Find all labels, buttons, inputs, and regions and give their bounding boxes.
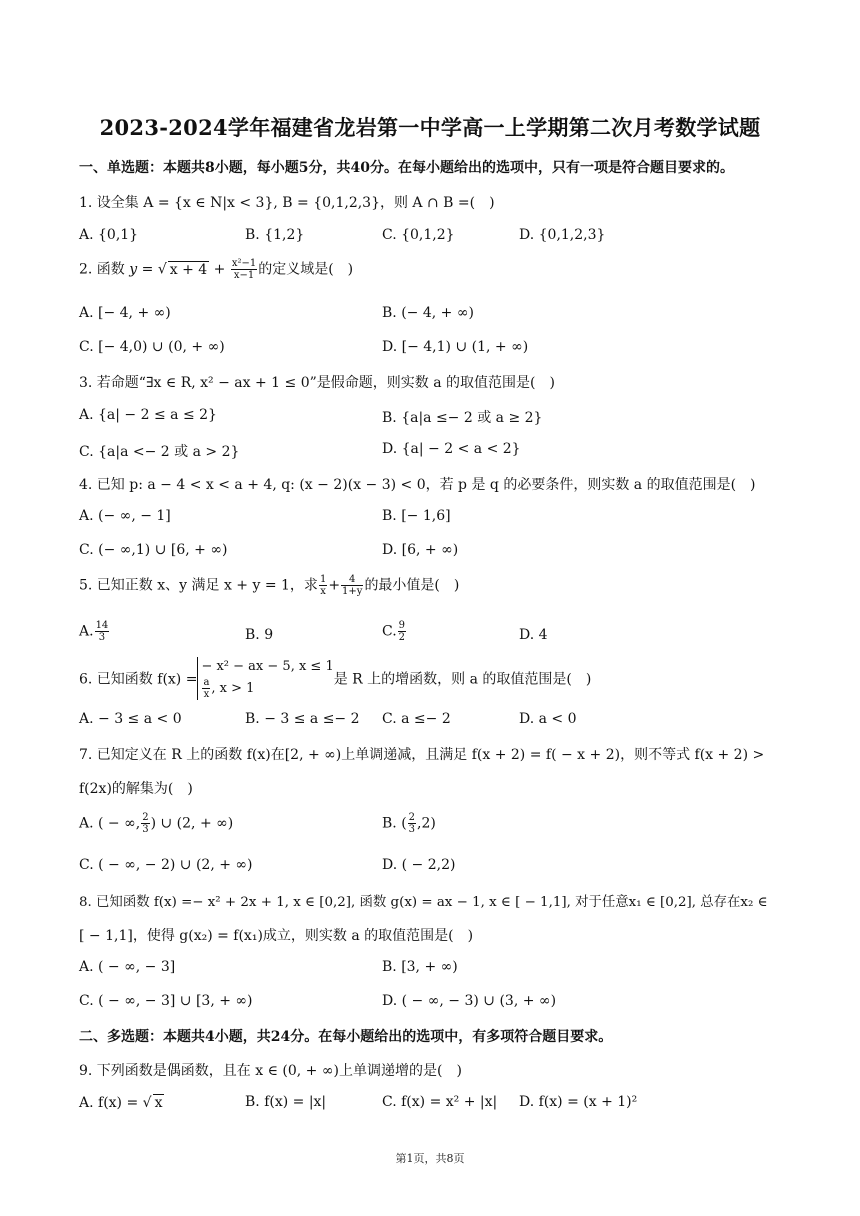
option-label: A. bbox=[79, 623, 94, 640]
question-2-prefix: 2. 函数 bbox=[79, 261, 125, 278]
question-3-option-b: B. {a|a ≤− 2 或 a ≥ 2} bbox=[382, 410, 543, 426]
question-9-option-b: B. f(x) = |x| bbox=[245, 1094, 327, 1110]
option-text: ,2) bbox=[417, 815, 436, 832]
question-8-stem-line-2: [ − 1,1]，使得 g(x₂) = f(x₁)成立，则实数 a 的取值范围是( ) bbox=[79, 928, 474, 944]
question-7-stem-line-2: f(2x)的解集为( ) bbox=[79, 781, 193, 797]
page-title: 2023-2024学年福建省龙岩第一中学高一上学期第二次月考数学试题 bbox=[99, 115, 761, 140]
question-6-prefix: 6. 已知函数 f(x) = bbox=[79, 671, 198, 688]
question-4-option-a: A. (− ∞, − 1] bbox=[79, 508, 171, 524]
y-symbol: y = bbox=[129, 261, 154, 278]
question-4-option-d: D. [6, + ∞) bbox=[382, 542, 459, 558]
option-label: B. ( bbox=[382, 815, 407, 832]
question-1-stem: 1. 设全集 A = {x ∈ N|x < 3}, B = {0,1,2,3}，则 A ∩ B =( ) bbox=[79, 195, 495, 211]
fraction-denominator: 1+y bbox=[342, 586, 363, 597]
question-2-option-c: C. [− 4,0) ∪ (0, + ∞) bbox=[79, 339, 225, 355]
question-4-stem: 4. 已知 p: a − 4 < x < a + 4, q: (x − 2)(x − 3) < 0，若 p 是 q 的必要条件，则实数 a 的取值范围是( ) bbox=[79, 477, 756, 493]
question-7-option-b bbox=[382, 812, 436, 835]
question-3-option-a: A. {a| − 2 ≤ a ≤ 2} bbox=[79, 407, 217, 423]
fraction-numerator: x²−1 bbox=[231, 258, 257, 269]
question-6-option-d: D. a < 0 bbox=[519, 711, 577, 727]
fraction-denominator: x bbox=[203, 689, 210, 700]
question-2-option-a: A. [− 4, + ∞) bbox=[79, 305, 171, 321]
fraction bbox=[141, 812, 149, 835]
fraction-denominator: 3 bbox=[408, 824, 416, 835]
question-6-option-a: A. − 3 ≤ a < 0 bbox=[79, 711, 182, 727]
question-5-stem bbox=[79, 574, 459, 597]
fraction-numerator: 2 bbox=[408, 812, 416, 823]
question-6-option-b: B. − 3 ≤ a ≤− 2 bbox=[245, 711, 360, 727]
question-3-stem: 3. 若命题“∃x ∈ R, x² − ax + 1 ≤ 0”是假命题，则实数 a 的取值范围是( ) bbox=[79, 375, 555, 391]
question-8-option-a: A. ( − ∞, − 3] bbox=[79, 959, 176, 975]
piecewise-case-2 bbox=[201, 677, 333, 700]
fraction-numerator: 9 bbox=[398, 620, 406, 631]
fraction-denominator: 3 bbox=[98, 632, 106, 643]
question-7-option-a bbox=[79, 812, 233, 835]
question-2-option-d: D. [− 4,1) ∪ (1, + ∞) bbox=[382, 339, 529, 355]
sqrt-radicand: x + 4 bbox=[169, 261, 208, 278]
fraction bbox=[95, 620, 110, 643]
question-9-option-a bbox=[79, 1094, 164, 1111]
question-6-stem bbox=[79, 657, 591, 700]
question-1-option-d: D. {0,1,2,3} bbox=[519, 227, 606, 243]
piecewise-case-2-condition: , x > 1 bbox=[211, 681, 255, 696]
question-8-option-b: B. [3, + ∞) bbox=[382, 959, 458, 975]
plus-sign: + bbox=[328, 577, 341, 594]
fraction bbox=[341, 574, 363, 597]
fraction-denominator: 3 bbox=[142, 824, 149, 835]
section-single-choice-heading: 一、单选题：本题共8小题，每小题5分，共40分。在每小题给出的选项中，只有一项是符合题目要求的。 bbox=[79, 160, 734, 176]
option-label: A. ( − ∞, bbox=[79, 815, 141, 832]
fraction-numerator: 4 bbox=[341, 574, 363, 586]
question-4-option-b: B. [− 1,6] bbox=[382, 508, 451, 524]
question-2-option-b: B. (− 4, + ∞) bbox=[382, 305, 474, 321]
question-5-option-b: B. 9 bbox=[245, 627, 274, 643]
piecewise-function bbox=[197, 657, 333, 700]
question-1-option-b: B. {1,2} bbox=[245, 227, 305, 243]
sqrt-symbol: √ bbox=[157, 261, 167, 278]
fraction bbox=[231, 258, 257, 281]
question-8-stem-line-1: 8. 已知函数 f(x) =− x² + 2x + 1, x ∈ [0,2], 函数 g(x) = ax − 1, x ∈ [ − 1,1], 对于任意x₁ ∈ [0,2], 总存在x₂ ∈ bbox=[79, 895, 768, 910]
option-text: ) ∪ (2, + ∞) bbox=[150, 815, 234, 832]
question-2-suffix: 的定义域是( ) bbox=[258, 261, 354, 278]
page-footer: 第1页，共8页 bbox=[395, 1152, 465, 1165]
question-9-stem: 9. 下列函数是偶函数，且在 x ∈ (0, + ∞)上单调递增的是( ) bbox=[79, 1063, 462, 1079]
question-1-option-c: C. {0,1,2} bbox=[382, 227, 455, 243]
question-7-stem-line-1: 7. 已知定义在 R 上的函数 f(x)在[2, + ∞)上单调递减，且满足 f(x + 2) = f( − x + 2)，则不等式 f(x + 2) > bbox=[79, 747, 765, 763]
question-5-prefix: 5. 已知正数 x、y 满足 x + y = 1，求 bbox=[79, 577, 318, 594]
section-multiple-choice-heading: 二、多选题：本题共4小题，共24分。在每小题给出的选项中，有多项符合题目要求。 bbox=[79, 1029, 613, 1045]
fraction bbox=[398, 620, 406, 643]
question-3-option-c: C. {a|a <− 2 或 a > 2} bbox=[79, 444, 240, 460]
question-7-option-d: D. ( − 2,2) bbox=[382, 857, 456, 873]
question-8-option-d: D. ( − ∞, − 3) ∪ (3, + ∞) bbox=[382, 993, 557, 1009]
fraction-numerator: 1 bbox=[319, 574, 327, 585]
fraction-numerator: 2 bbox=[142, 812, 149, 823]
question-8-option-c: C. ( − ∞, − 3] ∪ [3, + ∞) bbox=[79, 993, 253, 1009]
option-label: C. bbox=[382, 623, 397, 640]
question-5-option-c bbox=[382, 620, 407, 643]
question-5-suffix: 的最小值是( ) bbox=[364, 577, 460, 594]
question-7-option-c: C. ( − ∞, − 2) ∪ (2, + ∞) bbox=[79, 857, 253, 873]
question-6-suffix: 是 R 上的增函数，则 a 的取值范围是( ) bbox=[333, 671, 592, 688]
question-9-option-d: D. f(x) = (x + 1)² bbox=[519, 1094, 638, 1110]
piecewise-case-1: − x² − ax − 5, x ≤ 1 bbox=[201, 659, 334, 674]
plus-sign: + bbox=[213, 261, 226, 278]
fraction-denominator: 2 bbox=[398, 632, 406, 643]
fraction-denominator: x−1 bbox=[233, 270, 255, 281]
question-4-option-c: C. (− ∞,1) ∪ [6, + ∞) bbox=[79, 542, 228, 558]
fraction bbox=[202, 677, 210, 700]
question-3-option-d: D. {a| − 2 < a < 2} bbox=[382, 441, 521, 457]
option-label: A. f(x) = bbox=[79, 1095, 139, 1111]
question-9-option-c: C. f(x) = x² + |x| bbox=[382, 1094, 498, 1110]
question-2-stem bbox=[79, 258, 353, 281]
sqrt-symbol: √ bbox=[142, 1095, 152, 1111]
question-5-option-d: D. 4 bbox=[519, 627, 548, 643]
question-6-option-c: C. a ≤− 2 bbox=[382, 711, 451, 727]
fraction-numerator: 14 bbox=[95, 620, 109, 631]
question-1-option-a: A. {0,1} bbox=[79, 227, 139, 243]
fraction bbox=[408, 812, 416, 835]
fraction-denominator: x bbox=[320, 586, 326, 597]
fraction-numerator: a bbox=[203, 677, 210, 688]
sqrt-radicand: x bbox=[154, 1095, 163, 1111]
fraction bbox=[319, 574, 327, 597]
question-5-option-a bbox=[79, 620, 110, 643]
